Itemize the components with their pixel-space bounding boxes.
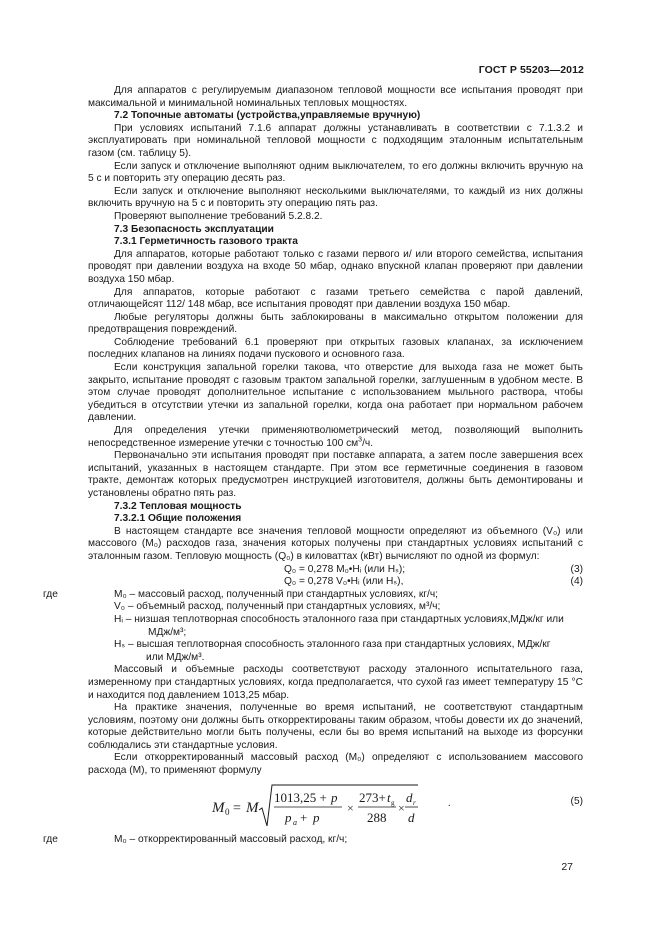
definition-continuation: МДж/м³; — [148, 626, 187, 638]
text: Для определения утечки применяютволюметрический метод, позволяющий выполнить непосредственное измерение утечки с точностью 100 см — [88, 425, 583, 449]
paragraph: Соблюдение требований 6.1 проверяют при открытых газовых клапанах, за исключением последних клапанов на линиях подачи пускового и основного газа. — [88, 336, 583, 361]
svg-text:M: M — [246, 799, 259, 816]
where-label: где — [43, 588, 58, 600]
section-heading-7-3-2: 7.3.2 Тепловая мощность — [114, 500, 242, 512]
formula-text: Q₀ = 0,278 V₀•Hᵢ (или Hₛ), — [284, 576, 404, 588]
where-label: где — [43, 833, 58, 845]
svg-text:273+: 273+ — [359, 789, 386, 805]
definitions-block — [43, 588, 583, 665]
paragraph: Массовый и объемные расходы соответствуют расходу эталонного испытательного газа, измеренному при стандартных условиях, когда предполагается, что сухой газ имеет температуру 15 °С и находится под давлением 1013,25 мбар. — [88, 664, 583, 701]
paragraph: На практике значения, полученные во время испытаний, не соответствуют стандартным условиям, поэтому они должны быть откорректированы таким образом, чтобы довести их до значений, которые действительно могли быть получены, если бы во время испытаний на выходе из форсунки соблюдались эти стандартные условия. — [88, 702, 583, 751]
formula-text: Q₀ = 0,278 M₀•Hᵢ (или Hₛ); — [284, 563, 406, 575]
svg-text:d: d — [406, 789, 413, 805]
formula-5-graphic — [88, 782, 468, 832]
formula-number: (5) — [570, 795, 583, 807]
svg-text:0: 0 — [225, 806, 230, 817]
definition — [88, 639, 583, 664]
paragraph: Если запуск и отключение выполняют несколькими выключателями, то каждый из них должны включить вручную на 5 с и повторить эту операцию пять раз. — [88, 185, 583, 210]
svg-text:p: p — [313, 809, 320, 825]
text: /ч. — [362, 437, 374, 449]
formula-3 — [88, 564, 583, 577]
definition: M₀ – массовый расход, полученный при стандартных условиях, кг/ч; — [114, 588, 438, 600]
paragraph: Любые регуляторы должны быть заблокированы в максимально открытом положении для предотвращения повреждений. — [88, 311, 583, 336]
svg-text:d: d — [408, 809, 415, 825]
paragraph: Для аппаратов, которые работают только с газами первого и/ или второго семейства, испытания проводят при давлении воздуха на входе 50 мбар, однако впускной клапан проверяют при давлении воздуха 150 мбар. — [88, 248, 583, 285]
paragraph: Если конструкция запальной горелки такова, что отверстие для выхода газа не может быть закрыто, испытание проводят с газовым трактом запальной горелки, заглушенным в удобном месте. В этом случае проводят дополнительное испытание с использованием мыльного раствора, чтобы убедиться в отсутствии утечки из запальной горелки, когда она работает при нормальном рабочем давлении. — [88, 362, 583, 424]
svg-text:×: × — [347, 800, 354, 815]
svg-text:t: t — [387, 789, 391, 805]
definition: V₀ – объемный расход, полученный при стандартных условиях, м³/ч; — [114, 601, 441, 613]
paragraph: Если запуск и отключение выполняют одним выключателем, то его должны включить вручную на 5 с и повторить эту операцию десять раз. — [88, 160, 583, 185]
svg-text:1013,25 +: 1013,25 + — [274, 789, 327, 805]
svg-text:288: 288 — [367, 809, 387, 825]
page-number: 27 — [561, 861, 573, 873]
definition-line: Hᵢ – низшая теплотворная способность эталонного газа при стандартных условиях,МДж/кг или — [114, 613, 564, 625]
svg-text:+: + — [300, 809, 308, 825]
paragraph — [88, 425, 583, 450]
formula-number: (3) — [570, 563, 583, 575]
svg-text:g: g — [391, 798, 395, 807]
section-heading-7-2: 7.2 Топочные автоматы (устройства,управляемые вручную) — [114, 110, 421, 122]
section-heading-7-3-1: 7.3.1 Герметичность газового тракта — [114, 236, 298, 248]
definition-continuation: или МДж/м³. — [146, 651, 205, 663]
definition-line: Hₛ – высшая теплотворная способность эталонного газа при стандартных условиях, МДж/кг — [114, 639, 551, 651]
svg-text:M: M — [212, 799, 225, 816]
svg-text:p: p — [331, 789, 338, 805]
svg-text:×: × — [398, 800, 405, 815]
svg-text:=: = — [233, 800, 241, 816]
svg-text:.: . — [448, 797, 451, 809]
paragraph: При условиях испытаний 7.1.6 аппарат должны устанавливать в соответствии с 7.1.3.2 и эксплуатировать при номинальной тепловой мощности с подходящим эталонным испытательным газом (см. таблицу 5). — [88, 122, 583, 159]
svg-text:r: r — [413, 798, 416, 807]
formula-5 — [88, 782, 583, 832]
paragraph: Проверяют выполнение требований 5.2.8.2. — [114, 210, 323, 222]
paragraph: Для аппаратов с регулируемым диапазоном тепловой мощности все испытания проводят при максимальной и минимальной номинальных тепловых мощностях. — [88, 85, 583, 109]
definition — [88, 614, 583, 639]
formula-number: (4) — [570, 576, 583, 588]
svg-text:a: a — [293, 817, 297, 827]
section-heading-7-3: 7.3 Безопасность эксплуатации — [114, 223, 274, 235]
document-body — [43, 85, 583, 846]
superscript: 3 — [358, 436, 363, 444]
paragraph: Первоначально эти испытания проводят при поставке аппарата, а затем после завершения всех испытаний, указанных в настоящем стандарте. При этом все герметичные соединения в газовом тракте, демонтаж которых предусмотрен инструкцией изготовителя, должны быть демонтированы и установлены обратно пять раз. — [88, 450, 583, 499]
svg-text:p: p — [285, 809, 292, 825]
paragraph: Если откорректированный массовый расход (M₀) определяют с использованием массового расхода (M), то применяют формулу — [88, 752, 583, 777]
standard-number: ГОСТ Р 55203—2012 — [478, 64, 584, 76]
paragraph: Для аппаратов, которые работают с газами третьего семейства с парой давлений, отличающейсят 112/ 148 мбар, все испытания проводят при давлении воздуха 150 мбар. — [88, 286, 583, 311]
section-heading-7-3-2-1: 7.3.2.1 Общие положения — [114, 513, 242, 525]
formula-4 — [88, 576, 583, 589]
definition: M₀ – откорректированный массовый расход, кг/ч; — [114, 833, 348, 845]
paragraph: В настоящем стандарте все значения тепловой мощности определяют из объемного (V₀) или массового (M₀) расходов газа, значения которых получены при стандартных условиях испытаний с эталонным газом. Тепловую мощность (Q₀) в киловаттах (кВт) вычисляют по одной из формул: — [88, 525, 583, 562]
definitions-block — [43, 833, 583, 847]
